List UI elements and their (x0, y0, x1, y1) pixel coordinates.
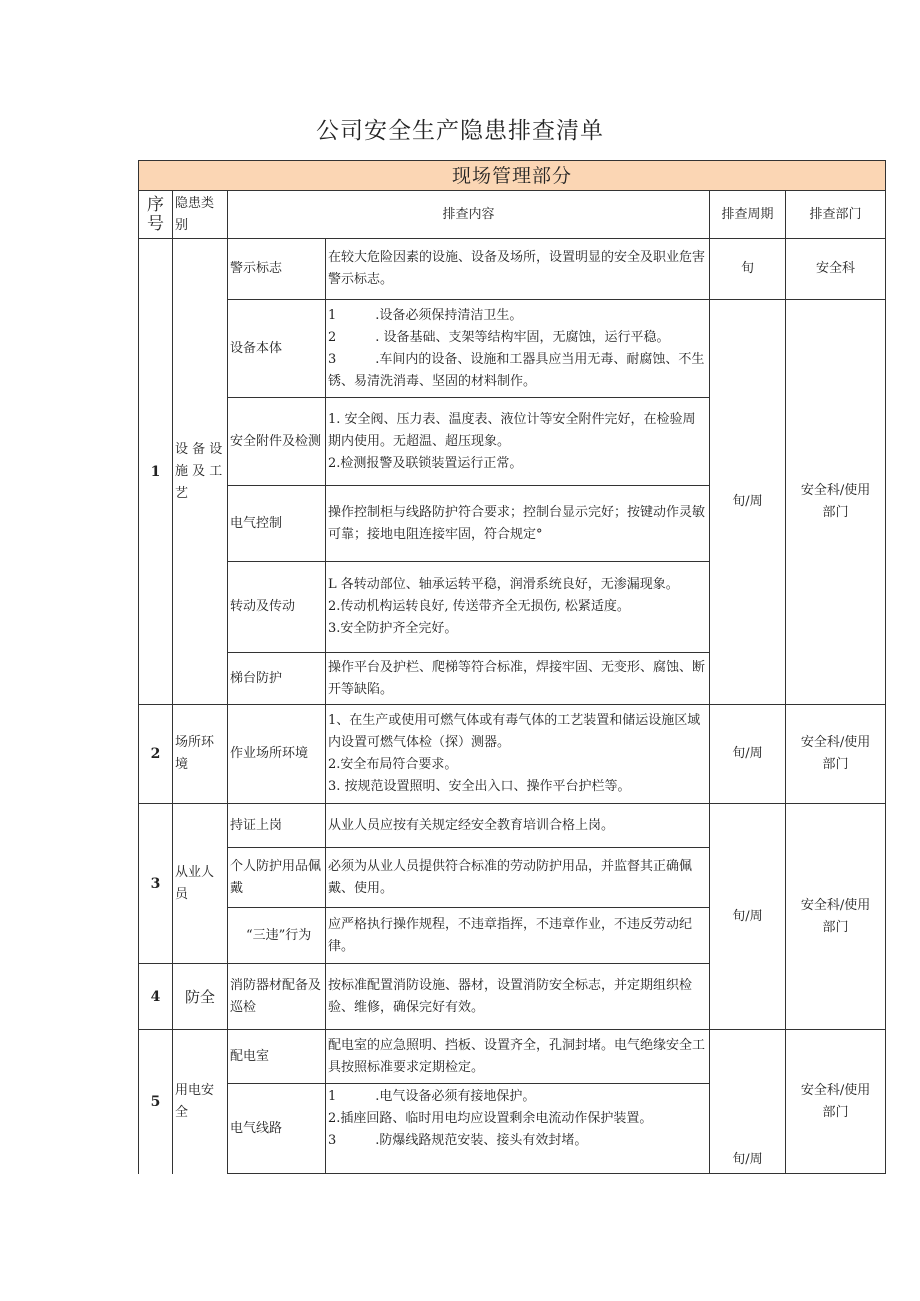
subcategory-cell: 个人防护用品佩戴 (228, 848, 326, 908)
content-line: 从业人员应按有关规定经安全教育培训合格上岗。 (328, 817, 615, 833)
content-line: 2 . 设备基础、支架等结构牢固，无腐蚀，运行平稳。 (328, 329, 670, 345)
category-cell: 设 备 设施 及 工艺 (173, 239, 228, 705)
content-line: 3 .车间内的设备、设施和工器具应当用无毒、耐腐蚀、不生锈、易清洗消毒、坚固的材料制作。 (328, 351, 705, 389)
content-line: 1 .设备必须保持清洁卫生。 (328, 307, 523, 323)
content-cell (326, 848, 710, 908)
dept-cell: 安全科/使用部门 (786, 705, 886, 804)
dept-cell: 安全科/使用部门 (786, 300, 886, 705)
checklist-table (138, 160, 886, 1174)
content-cell (326, 239, 710, 300)
content-line: 操作平台及护栏、爬梯等符合标准，焊接牢固、无变形、腐蚀、断开等缺陷。 (328, 659, 706, 697)
dept-cell: 安全科 (786, 239, 886, 300)
subcategory-cell: 电气控制 (228, 486, 326, 562)
content-line: 操作控制柜与线路防护符合要求；控制台显示完好；按键动作灵敏可靠；接地电阻连接牢固，符合规定° (328, 504, 706, 542)
content-line: L 各转动部位、轴承运转平稳，润滑系统良好，无渗漏现象。 (328, 577, 679, 592)
content-cell (326, 908, 710, 964)
content-cell (326, 1084, 710, 1174)
content-line: 3. 按规范设置照明、安全出入口、操作平台护栏等。 (328, 779, 631, 794)
subcategory-cell: 设备本体 (228, 300, 326, 398)
subcategory-cell: 转动及传动 (228, 562, 326, 653)
subcategory-cell: 安全附件及检测 (228, 398, 326, 486)
row-number: 2 (139, 705, 173, 804)
header-dept: 排查部门 (786, 191, 886, 239)
subcategory-cell: 警示标志 (228, 239, 326, 300)
category-cell: 从业人员 (173, 804, 228, 964)
subcategory-cell: 持证上岗 (228, 804, 326, 848)
section-heading: 现场管理部分 (139, 161, 886, 191)
category-cell: 防全 (173, 964, 228, 1030)
header-period: 排查周期 (710, 191, 786, 239)
period-cell: 旬/周 (710, 300, 786, 705)
content-cell (326, 486, 710, 562)
content-line: 2.检测报警及联锁装置运行正常。 (328, 455, 523, 471)
subcategory-cell: 配电室 (228, 1030, 326, 1084)
content-cell (326, 1030, 710, 1084)
dept-cell: 安全科/使用部门 (786, 1030, 886, 1174)
period-cell: 旬/周 (710, 1030, 786, 1174)
content-cell (326, 705, 710, 804)
category-cell: 用电安全 (173, 1030, 228, 1174)
row-number: 3 (139, 804, 173, 964)
dept-cell: 安全科/使用部门 (786, 804, 886, 1030)
period-cell: 旬/周 (710, 705, 786, 804)
content-cell (326, 300, 710, 398)
subcategory-cell: 消防器材配备及巡检 (228, 964, 326, 1030)
content-line: 2.安全布局符合要求。 (328, 757, 458, 772)
content-line: 2.传动机构运转良好, 传送带齐全无损伤, 松紧适度。 (328, 599, 630, 614)
content-line: 1 .电气设备必须有接地保护。 (328, 1089, 536, 1104)
content-line: 在较大危险因素的设施、设备及场所，设置明显的安全及职业危害警示标志。 (328, 250, 706, 287)
category-cell: 场所环境 (173, 705, 228, 804)
subcategory-cell: 梯台防护 (228, 653, 326, 705)
period-cell: 旬 (710, 239, 786, 300)
subcategory-cell: “三违”行为 (228, 908, 326, 964)
header-seq: 序号 (139, 191, 173, 239)
header-content: 排查内容 (228, 191, 710, 239)
content-cell (326, 804, 710, 848)
content-cell (326, 653, 710, 705)
content-line: 3.安全防护齐全完好。 (328, 621, 458, 636)
period-cell: 旬/周 (710, 804, 786, 1030)
content-cell (326, 964, 710, 1030)
content-cell (326, 398, 710, 486)
content-line: 1、在生产或使用可燃气体或有毒气体的工艺装置和储运设施区域内设置可燃气体检（探）测器。 (328, 713, 701, 750)
content-line: 应严格执行操作规程，不违章指挥，不违章作业，不违反劳动纪律。 (328, 916, 693, 954)
content-line: 3 .防爆线路规范安装、接头有效封堵。 (328, 1133, 588, 1148)
subcategory-cell: 作业场所环境 (228, 705, 326, 804)
subcategory-cell: 电气线路 (228, 1084, 326, 1174)
content-line: 必须为从业人员提供符合标准的劳动防护用品，并监督其正确佩戴、使用。 (328, 858, 693, 896)
row-number: 5 (139, 1030, 173, 1174)
content-line: 配电室的应急照明、挡板、设置齐全，孔洞封堵。电气绝缘安全工具按照标准要求定期检定。 (328, 1037, 706, 1075)
page-title: 公司安全生产隐患排查清单 (316, 118, 604, 144)
content-line: 2.插座回路、临时用电均应设置剩余电流动作保护装置。 (328, 1111, 653, 1126)
content-cell (326, 562, 710, 653)
row-number: 4 (139, 964, 173, 1030)
content-line: 1. 安全阀、压力表、温度表、液位计等安全附件完好，在检验周期内使用。无超温、超压现象。 (328, 411, 696, 449)
row-number: 1 (139, 239, 173, 705)
header-category: 隐患类别 (173, 191, 228, 239)
content-line: 按标准配置消防设施、器材，设置消防安全标志，并定期组织检验、维修，确保完好有效。 (328, 977, 693, 1015)
